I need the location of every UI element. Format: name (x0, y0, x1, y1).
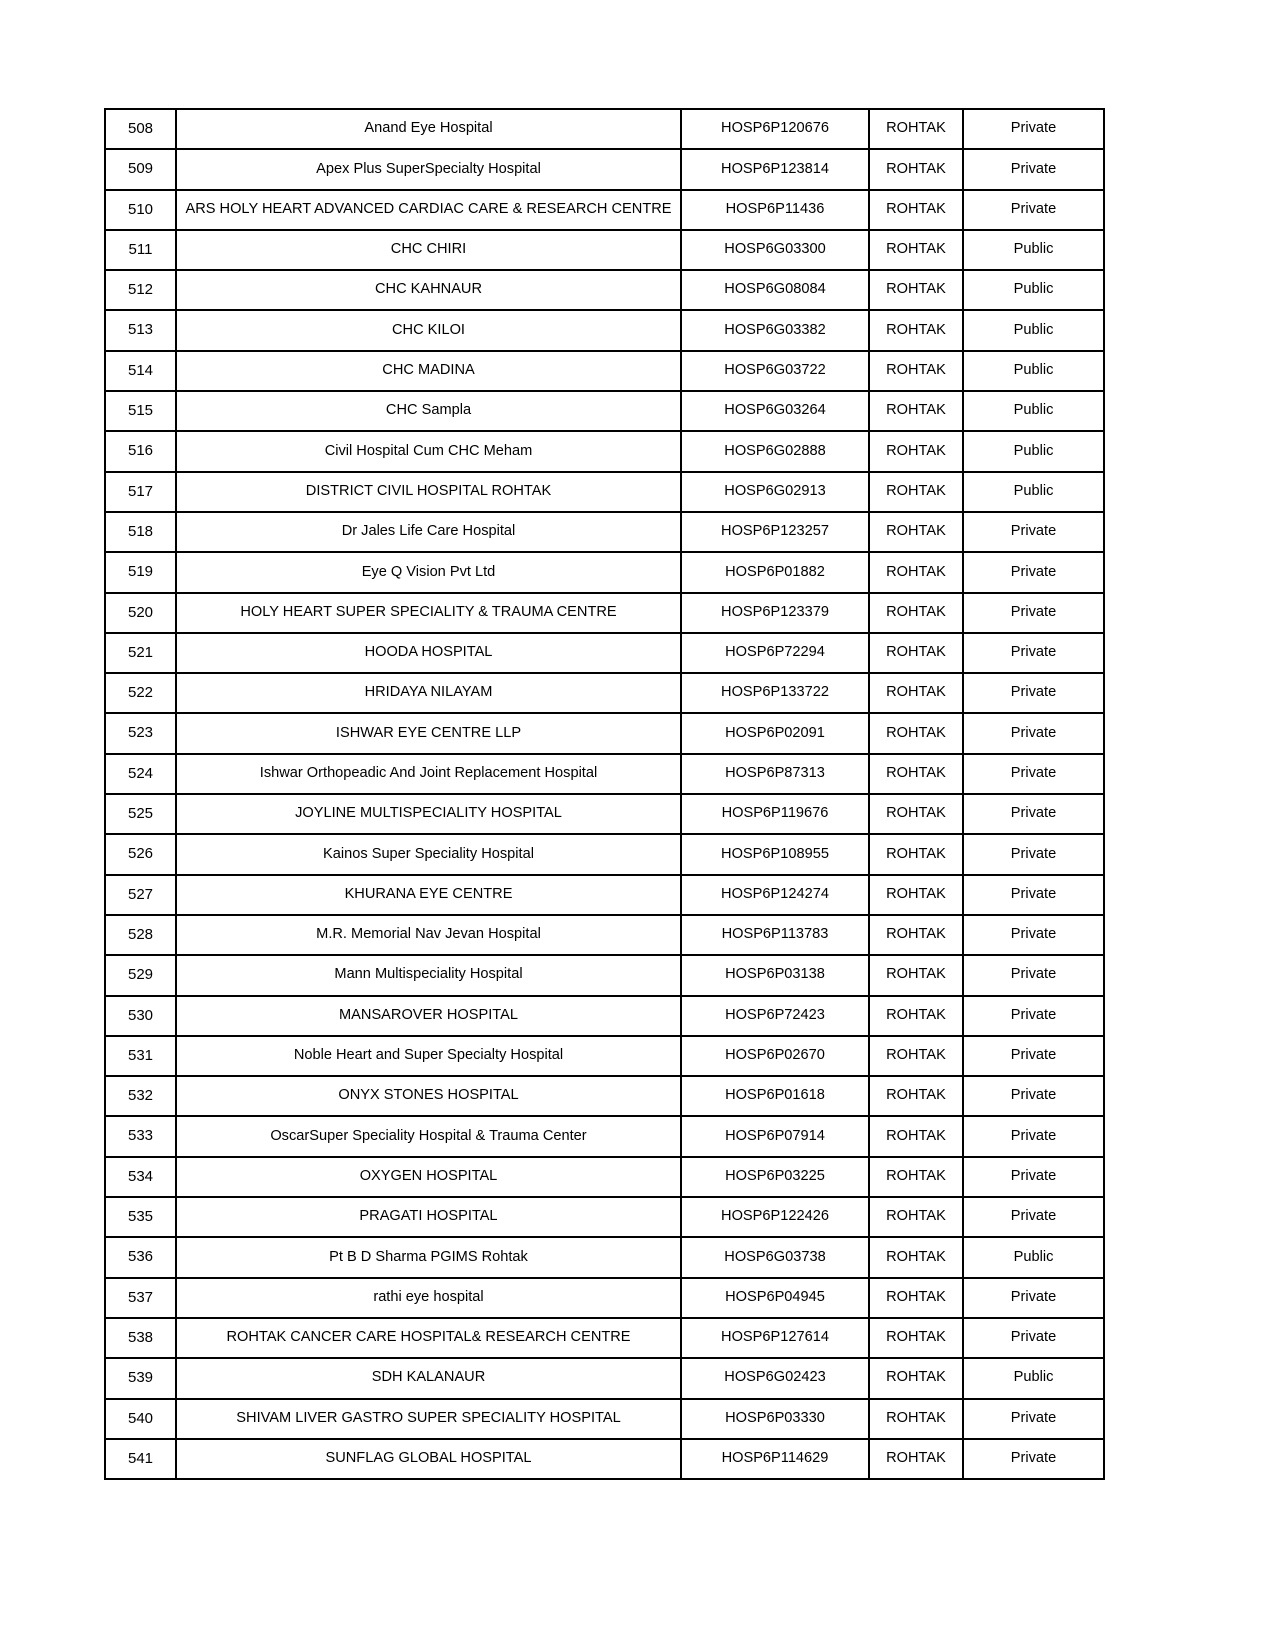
hospital-name-cell: Apex Plus SuperSpecialty Hospital (176, 149, 681, 189)
district-cell: ROHTAK (869, 794, 963, 834)
table-row (105, 1237, 1104, 1277)
hospital-name-cell: HOLY HEART SUPER SPECIALITY & TRAUMA CENTRE (176, 593, 681, 633)
serial-number-cell: 515 (105, 391, 176, 431)
serial-number-cell: 529 (105, 955, 176, 995)
hospital-name-cell: PRAGATI HOSPITAL (176, 1197, 681, 1237)
district-cell: ROHTAK (869, 310, 963, 350)
table-row (105, 996, 1104, 1036)
hospital-name-cell: Anand Eye Hospital (176, 109, 681, 149)
table-row (105, 270, 1104, 310)
table-row (105, 673, 1104, 713)
hospital-name-cell: Kainos Super Speciality Hospital (176, 834, 681, 874)
district-cell: ROHTAK (869, 1399, 963, 1439)
hospital-code-cell: HOSP6P07914 (681, 1116, 869, 1156)
hospital-name-cell: CHC KAHNAUR (176, 270, 681, 310)
serial-number-cell: 528 (105, 915, 176, 955)
hospital-code-cell: HOSP6P133722 (681, 673, 869, 713)
serial-number-cell: 536 (105, 1237, 176, 1277)
hospital-code-cell: HOSP6P02091 (681, 713, 869, 753)
serial-number-cell: 510 (105, 190, 176, 230)
district-cell: ROHTAK (869, 512, 963, 552)
hospital-name-cell: MANSAROVER HOSPITAL (176, 996, 681, 1036)
district-cell: ROHTAK (869, 270, 963, 310)
sector-type-cell: Private (963, 633, 1104, 673)
hospital-table-container (104, 108, 1103, 1480)
serial-number-cell: 508 (105, 109, 176, 149)
serial-number-cell: 516 (105, 431, 176, 471)
hospital-code-cell: HOSP6P01618 (681, 1076, 869, 1116)
serial-number-cell: 514 (105, 351, 176, 391)
district-cell: ROHTAK (869, 633, 963, 673)
district-cell: ROHTAK (869, 713, 963, 753)
table-row (105, 593, 1104, 633)
sector-type-cell: Public (963, 351, 1104, 391)
hospital-name-cell: ROHTAK CANCER CARE HOSPITAL& RESEARCH CENTRE (176, 1318, 681, 1358)
district-cell: ROHTAK (869, 593, 963, 633)
hospital-code-cell: HOSP6P124274 (681, 875, 869, 915)
hospital-code-cell: HOSP6P03225 (681, 1157, 869, 1197)
hospital-code-cell: HOSP6P04945 (681, 1278, 869, 1318)
hospital-name-cell: SHIVAM LIVER GASTRO SUPER SPECIALITY HOSPITAL (176, 1399, 681, 1439)
district-cell: ROHTAK (869, 190, 963, 230)
hospital-name-cell: ISHWAR EYE CENTRE LLP (176, 713, 681, 753)
serial-number-cell: 539 (105, 1358, 176, 1398)
table-row (105, 955, 1104, 995)
district-cell: ROHTAK (869, 230, 963, 270)
district-cell: ROHTAK (869, 351, 963, 391)
serial-number-cell: 519 (105, 552, 176, 592)
hospital-code-cell: HOSP6P11436 (681, 190, 869, 230)
district-cell: ROHTAK (869, 149, 963, 189)
district-cell: ROHTAK (869, 915, 963, 955)
hospital-code-cell: HOSP6G03382 (681, 310, 869, 350)
serial-number-cell: 520 (105, 593, 176, 633)
district-cell: ROHTAK (869, 472, 963, 512)
hospital-name-cell: OscarSuper Speciality Hospital & Trauma Center (176, 1116, 681, 1156)
sector-type-cell: Private (963, 955, 1104, 995)
table-row (105, 472, 1104, 512)
serial-number-cell: 524 (105, 754, 176, 794)
hospital-name-cell: CHC Sampla (176, 391, 681, 431)
hospital-code-cell: HOSP6G03738 (681, 1237, 869, 1277)
hospital-code-cell: HOSP6P108955 (681, 834, 869, 874)
serial-number-cell: 525 (105, 794, 176, 834)
table-row (105, 1197, 1104, 1237)
hospital-code-cell: HOSP6P123379 (681, 593, 869, 633)
sector-type-cell: Private (963, 1076, 1104, 1116)
hospital-code-cell: HOSP6P72423 (681, 996, 869, 1036)
district-cell: ROHTAK (869, 673, 963, 713)
sector-type-cell: Private (963, 512, 1104, 552)
table-row (105, 1157, 1104, 1197)
serial-number-cell: 531 (105, 1036, 176, 1076)
hospital-code-cell: HOSP6G08084 (681, 270, 869, 310)
hospital-code-cell: HOSP6P03330 (681, 1399, 869, 1439)
sector-type-cell: Private (963, 1278, 1104, 1318)
sector-type-cell: Public (963, 1358, 1104, 1398)
sector-type-cell: Private (963, 1157, 1104, 1197)
table-row (105, 834, 1104, 874)
hospital-name-cell: JOYLINE MULTISPECIALITY HOSPITAL (176, 794, 681, 834)
hospital-code-cell: HOSP6G02423 (681, 1358, 869, 1398)
sector-type-cell: Public (963, 431, 1104, 471)
table-row (105, 1399, 1104, 1439)
serial-number-cell: 511 (105, 230, 176, 270)
district-cell: ROHTAK (869, 109, 963, 149)
sector-type-cell: Public (963, 391, 1104, 431)
hospital-name-cell: Dr Jales Life Care Hospital (176, 512, 681, 552)
table-row (105, 552, 1104, 592)
table-row (105, 713, 1104, 753)
district-cell: ROHTAK (869, 754, 963, 794)
hospital-name-cell: SUNFLAG GLOBAL HOSPITAL (176, 1439, 681, 1479)
sector-type-cell: Private (963, 1318, 1104, 1358)
serial-number-cell: 540 (105, 1399, 176, 1439)
district-cell: ROHTAK (869, 1318, 963, 1358)
sector-type-cell: Private (963, 794, 1104, 834)
serial-number-cell: 526 (105, 834, 176, 874)
sector-type-cell: Private (963, 109, 1104, 149)
hospital-code-cell: HOSP6P123257 (681, 512, 869, 552)
serial-number-cell: 530 (105, 996, 176, 1036)
district-cell: ROHTAK (869, 1157, 963, 1197)
district-cell: ROHTAK (869, 1076, 963, 1116)
serial-number-cell: 518 (105, 512, 176, 552)
hospital-name-cell: Noble Heart and Super Specialty Hospital (176, 1036, 681, 1076)
district-cell: ROHTAK (869, 1036, 963, 1076)
hospital-name-cell: Ishwar Orthopeadic And Joint Replacement Hospital (176, 754, 681, 794)
table-row (105, 875, 1104, 915)
table-row (105, 1358, 1104, 1398)
hospital-code-cell: HOSP6G03722 (681, 351, 869, 391)
table-row (105, 310, 1104, 350)
hospital-code-cell: HOSP6P114629 (681, 1439, 869, 1479)
hospital-name-cell: Civil Hospital Cum CHC Meham (176, 431, 681, 471)
hospital-code-cell: HOSP6P123814 (681, 149, 869, 189)
sector-type-cell: Private (963, 915, 1104, 955)
sector-type-cell: Private (963, 875, 1104, 915)
sector-type-cell: Private (963, 1439, 1104, 1479)
serial-number-cell: 523 (105, 713, 176, 753)
district-cell: ROHTAK (869, 552, 963, 592)
serial-number-cell: 533 (105, 1116, 176, 1156)
table-row (105, 1036, 1104, 1076)
district-cell: ROHTAK (869, 875, 963, 915)
table-row (105, 391, 1104, 431)
hospital-code-cell: HOSP6P113783 (681, 915, 869, 955)
hospital-code-cell: HOSP6P122426 (681, 1197, 869, 1237)
sector-type-cell: Public (963, 270, 1104, 310)
district-cell: ROHTAK (869, 1197, 963, 1237)
hospital-name-cell: CHC KILOI (176, 310, 681, 350)
serial-number-cell: 521 (105, 633, 176, 673)
hospital-code-cell: HOSP6P72294 (681, 633, 869, 673)
sector-type-cell: Private (963, 552, 1104, 592)
serial-number-cell: 538 (105, 1318, 176, 1358)
table-row (105, 1076, 1104, 1116)
sector-type-cell: Private (963, 673, 1104, 713)
hospital-name-cell: DISTRICT CIVIL HOSPITAL ROHTAK (176, 472, 681, 512)
hospital-table (104, 108, 1105, 1480)
district-cell: ROHTAK (869, 1237, 963, 1277)
hospital-name-cell: Pt B D Sharma PGIMS Rohtak (176, 1237, 681, 1277)
district-cell: ROHTAK (869, 1116, 963, 1156)
district-cell: ROHTAK (869, 955, 963, 995)
district-cell: ROHTAK (869, 834, 963, 874)
district-cell: ROHTAK (869, 996, 963, 1036)
hospital-code-cell: HOSP6P03138 (681, 955, 869, 995)
hospital-code-cell: HOSP6P01882 (681, 552, 869, 592)
serial-number-cell: 517 (105, 472, 176, 512)
hospital-name-cell: SDH KALANAUR (176, 1358, 681, 1398)
hospital-name-cell: CHC CHIRI (176, 230, 681, 270)
hospital-name-cell: CHC MADINA (176, 351, 681, 391)
table-row (105, 109, 1104, 149)
sector-type-cell: Private (963, 1197, 1104, 1237)
sector-type-cell: Private (963, 593, 1104, 633)
serial-number-cell: 509 (105, 149, 176, 189)
sector-type-cell: Public (963, 310, 1104, 350)
serial-number-cell: 541 (105, 1439, 176, 1479)
sector-type-cell: Private (963, 713, 1104, 753)
sector-type-cell: Private (963, 754, 1104, 794)
hospital-name-cell: OXYGEN HOSPITAL (176, 1157, 681, 1197)
sector-type-cell: Private (963, 190, 1104, 230)
table-row (105, 1318, 1104, 1358)
hospital-code-cell: HOSP6G02888 (681, 431, 869, 471)
serial-number-cell: 513 (105, 310, 176, 350)
district-cell: ROHTAK (869, 391, 963, 431)
hospital-code-cell: HOSP6P119676 (681, 794, 869, 834)
table-row (105, 190, 1104, 230)
district-cell: ROHTAK (869, 1278, 963, 1318)
table-row (105, 1439, 1104, 1479)
table-row (105, 230, 1104, 270)
hospital-name-cell: Eye Q Vision Pvt Ltd (176, 552, 681, 592)
hospital-code-cell: HOSP6G02913 (681, 472, 869, 512)
hospital-name-cell: HOODA HOSPITAL (176, 633, 681, 673)
hospital-code-cell: HOSP6G03300 (681, 230, 869, 270)
table-row (105, 794, 1104, 834)
hospital-code-cell: HOSP6G03264 (681, 391, 869, 431)
hospital-name-cell: Mann Multispeciality Hospital (176, 955, 681, 995)
hospital-name-cell: ONYX STONES HOSPITAL (176, 1076, 681, 1116)
serial-number-cell: 537 (105, 1278, 176, 1318)
hospital-name-cell: rathi eye hospital (176, 1278, 681, 1318)
hospital-table-body (105, 109, 1104, 1479)
sector-type-cell: Private (963, 1116, 1104, 1156)
serial-number-cell: 535 (105, 1197, 176, 1237)
serial-number-cell: 512 (105, 270, 176, 310)
sector-type-cell: Private (963, 996, 1104, 1036)
hospital-code-cell: HOSP6P02670 (681, 1036, 869, 1076)
hospital-code-cell: HOSP6P127614 (681, 1318, 869, 1358)
table-row (105, 351, 1104, 391)
table-row (105, 633, 1104, 673)
table-row (105, 1278, 1104, 1318)
sector-type-cell: Private (963, 149, 1104, 189)
hospital-code-cell: HOSP6P87313 (681, 754, 869, 794)
serial-number-cell: 522 (105, 673, 176, 713)
sector-type-cell: Public (963, 472, 1104, 512)
sector-type-cell: Public (963, 1237, 1104, 1277)
district-cell: ROHTAK (869, 1358, 963, 1398)
hospital-name-cell: HRIDAYA NILAYAM (176, 673, 681, 713)
table-row (105, 915, 1104, 955)
table-row (105, 512, 1104, 552)
serial-number-cell: 532 (105, 1076, 176, 1116)
hospital-name-cell: ARS HOLY HEART ADVANCED CARDIAC CARE & RESEARCH CENTRE (176, 190, 681, 230)
table-row (105, 754, 1104, 794)
sector-type-cell: Private (963, 1399, 1104, 1439)
hospital-name-cell: KHURANA EYE CENTRE (176, 875, 681, 915)
table-row (105, 431, 1104, 471)
sector-type-cell: Public (963, 230, 1104, 270)
hospital-code-cell: HOSP6P120676 (681, 109, 869, 149)
sector-type-cell: Private (963, 834, 1104, 874)
table-row (105, 1116, 1104, 1156)
table-row (105, 149, 1104, 189)
district-cell: ROHTAK (869, 431, 963, 471)
serial-number-cell: 527 (105, 875, 176, 915)
hospital-name-cell: M.R. Memorial Nav Jevan Hospital (176, 915, 681, 955)
sector-type-cell: Private (963, 1036, 1104, 1076)
serial-number-cell: 534 (105, 1157, 176, 1197)
district-cell: ROHTAK (869, 1439, 963, 1479)
